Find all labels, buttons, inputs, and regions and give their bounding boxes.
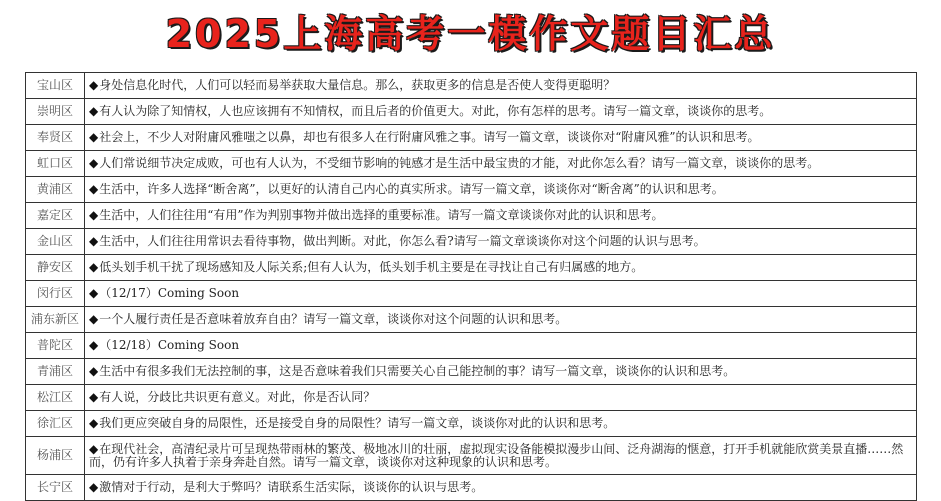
topic-cell xyxy=(85,385,917,411)
district-cell: 徐汇区 xyxy=(26,411,85,437)
diamond-bullet-icon: ◆ xyxy=(89,182,99,196)
table-row xyxy=(26,333,917,359)
district-cell: 虹口区 xyxy=(26,151,85,177)
topic-cell xyxy=(85,411,917,437)
table-row xyxy=(26,359,917,385)
topic-text: 社会上，不少人对附庸风雅嗤之以鼻，却也有很多人在行附庸风雅之事。请写一篇文章，谈谈你对“附庸风雅”的认识和思考。 xyxy=(99,130,760,144)
topic-text: 有人认为除了知情权，人也应该拥有不知情权，而且后者的价值更大。对此，你有怎样的思考。请写一篇文章，谈谈你的思考。 xyxy=(99,104,772,118)
table-row xyxy=(26,281,917,307)
diamond-bullet-icon: ◆ xyxy=(89,130,99,144)
topic-text: 人们常说细节决定成败，可也有人认为，不受细节影响的钝感才是生活中最宝贵的才能，对此你怎么看？请写一篇文章，谈谈你的思考。 xyxy=(99,156,820,170)
diamond-bullet-icon: ◆ xyxy=(89,480,99,494)
district-cell: 静安区 xyxy=(26,255,85,281)
district-cell: 青浦区 xyxy=(26,359,85,385)
topic-cell xyxy=(85,151,917,177)
diamond-bullet-icon: ◆ xyxy=(89,208,99,222)
topic-cell xyxy=(85,307,917,333)
diamond-bullet-icon: ◆ xyxy=(89,364,99,378)
table-row xyxy=(26,99,917,125)
table-row xyxy=(26,73,917,99)
page-title: 2025上海高考一模作文题目汇总 xyxy=(165,12,776,56)
diamond-bullet-icon: ◆ xyxy=(89,338,99,352)
district-cell: 闵行区 xyxy=(26,281,85,307)
topic-text: 生活中，人们往往用“有用”作为判别事物并做出选择的重要标准。请写一篇文章谈谈你对此的认识和思考。 xyxy=(99,208,664,222)
district-cell: 奉贤区 xyxy=(26,125,85,151)
district-cell: 黄浦区 xyxy=(26,177,85,203)
table-row xyxy=(26,203,917,229)
diamond-bullet-icon: ◆ xyxy=(89,156,99,170)
table-row xyxy=(26,125,917,151)
topic-text: 低头划手机干扰了现场感知及人际关系;但有人认为，低头划手机主要是在寻找让自己有归属感的地方。 xyxy=(99,260,644,274)
topic-cell xyxy=(85,203,917,229)
topic-cell xyxy=(85,475,917,501)
district-cell: 普陀区 xyxy=(26,333,85,359)
topic-cell xyxy=(85,177,917,203)
diamond-bullet-icon: ◆ xyxy=(89,416,99,430)
diamond-bullet-icon: ◆ xyxy=(89,78,99,92)
table-row xyxy=(26,475,917,501)
table-row xyxy=(26,307,917,333)
topic-text: （12/17）Coming Soon xyxy=(99,286,240,300)
diamond-bullet-icon: ◆ xyxy=(89,234,99,248)
table-row xyxy=(26,151,917,177)
topic-cell xyxy=(85,281,917,307)
topic-text: 在现代社会，高清纪录片可呈现热带雨林的繁茂、极地冰川的壮丽，虚拟现实设备能模拟漫步山间、泛舟湖海的惬意，打开手机就能欣赏美景直播……然而，仍有许多人执着于亲身奔赴自然。请写一篇文章，谈谈你对这种现象的认识和思考。 xyxy=(89,441,904,469)
topic-cell xyxy=(85,359,917,385)
district-cell: 崇明区 xyxy=(26,99,85,125)
diamond-bullet-icon: ◆ xyxy=(89,286,99,300)
topic-cell xyxy=(85,437,917,475)
topic-cell xyxy=(85,229,917,255)
topic-cell xyxy=(85,125,917,151)
essay-topics-table xyxy=(25,72,917,501)
table-row xyxy=(26,385,917,411)
topic-text: 有人说，分歧比共识更有意义。对此，你是否认同？ xyxy=(99,390,376,404)
diamond-bullet-icon: ◆ xyxy=(89,390,99,404)
district-cell: 杨浦区 xyxy=(26,437,85,475)
topic-text: 我们更应突破自身的局限性，还是接受自身的局限性？请写一篇文章，谈谈你对此的认识和思考。 xyxy=(99,416,616,430)
diamond-bullet-icon: ◆ xyxy=(89,260,99,274)
table-row xyxy=(26,177,917,203)
district-cell: 浦东新区 xyxy=(26,307,85,333)
diamond-bullet-icon: ◆ xyxy=(89,104,99,118)
table-row xyxy=(26,437,917,475)
district-cell: 松江区 xyxy=(26,385,85,411)
district-cell: 金山区 xyxy=(26,229,85,255)
district-cell: 嘉定区 xyxy=(26,203,85,229)
district-cell: 宝山区 xyxy=(26,73,85,99)
topic-text: 一个人履行责任是否意味着放弃自由？请写一篇文章，谈谈你对这个问题的认识和思考。 xyxy=(99,312,568,326)
topic-text: （12/18）Coming Soon xyxy=(99,338,240,352)
diamond-bullet-icon: ◆ xyxy=(89,441,99,456)
table-row xyxy=(26,411,917,437)
table-row xyxy=(26,255,917,281)
diamond-bullet-icon: ◆ xyxy=(89,312,99,326)
topic-text: 生活中有很多我们无法控制的事，这是否意味着我们只需要关心自己能控制的事？请写一篇文章，谈谈你的认识和思考。 xyxy=(99,364,736,378)
table-row xyxy=(26,229,917,255)
topic-cell xyxy=(85,333,917,359)
district-cell: 长宁区 xyxy=(26,475,85,501)
topic-cell xyxy=(85,73,917,99)
topic-text: 身处信息化时代，人们可以轻而易举获取大量信息。那么，获取更多的信息是否使人变得更聪明？ xyxy=(99,78,616,92)
topic-cell xyxy=(85,99,917,125)
topic-text: 生活中，人们往往用常识去看待事物，做出判断。对此，你怎么看?请写一篇文章谈谈你对这个问题的认识与思考。 xyxy=(99,234,706,248)
topic-text: 激情对于行动，是利大于弊吗？请联系生活实际，谈谈你的认识与思考。 xyxy=(99,480,484,494)
topic-cell xyxy=(85,255,917,281)
topic-text: 生活中，许多人选择“断舍离”，以更好的认清自己内心的真实所求。请写一篇文章，谈谈你对“断舍离”的认识和思考。 xyxy=(99,182,724,196)
